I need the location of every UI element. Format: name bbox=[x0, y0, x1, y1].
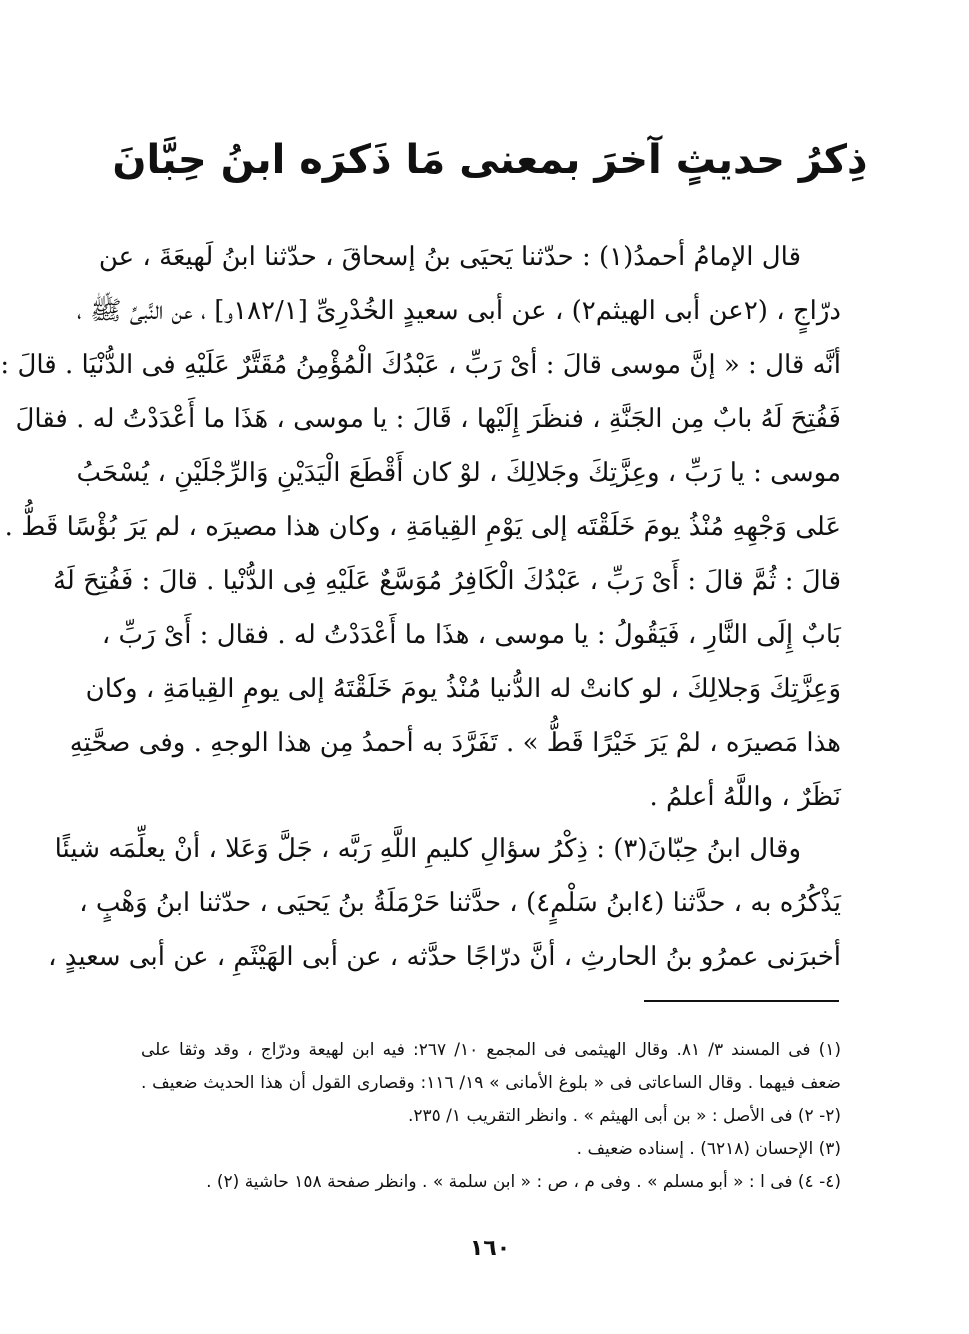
text-line: يَذْكُرُه به ، حدَّثنا (٤ابنُ سَلْمٍ٤) ، حدَّثنا حَرْمَلَةُ بنُ يَحيَى ، حدّثنا ابنُ وَهْبٍ ، bbox=[79, 888, 841, 918]
text-line: وَعِزَّتِكَ وَجلالِكَ ، لو كانتْ له الدُّنيا مُنْذُ يومَ خَلَقْتَهُ إلى يومِ القِيامَةِ ، وكان bbox=[85, 674, 841, 704]
text-line: بَابٌ إِلَى النَّارِ ، فَيَقُولُ : يا موسى ، هذَا ما أَعْدَدْتُ له . فقال : أَىْ رَبِّ ، bbox=[101, 620, 841, 650]
text-line: أنَّه قال : « إنَّ موسى قالَ : أىْ رَبِّ ، عَبْدُكَ الْمُؤْمِنُ مُقَتَّرٌ عَلَيْهِ فى الدُّنْيَا . قالَ : bbox=[0, 350, 841, 380]
section-heading: ذِكرُ حديثٍ آخرَ بمعنى مَا ذَكرَه ابنُ حِبَّانَ bbox=[112, 137, 868, 183]
footnote-line: (٢- ٢) فى الأصل : « بن أبى الهيثم » . وانظر التقريب ١/ ٢٣٥. bbox=[407, 1106, 841, 1126]
paragraph-1 bbox=[0, 230, 841, 824]
text-line: موسى : يا رَبِّ ، وعِزَّتِكَ وجَلالِكَ ، لوْ كان أَقْطَعَ الْيَدَيْنِ وَالرِّجْلَيْنِ ، يُسْحَبُ bbox=[76, 458, 841, 488]
footnote-line: (٤- ٤) فى ا : « أبو مسلم » . وفى م ، ص : « ابن سلمة » . وانظر صفحة ١٥٨ حاشية (٢) . bbox=[206, 1172, 841, 1192]
footnote-line: (١) فى المسند ٣/ ٨١. وقال الهيثمى فى المجمع ١٠/ ٢٦٧: فيه ابن لهيعة ودرّاج ، وقد وثقا على bbox=[141, 1040, 842, 1060]
text-line: أخبرَنى عمرُو بنُ الحارثِ ، أنَّ درّاجًا حدَّثه ، عن أبى الهَيْثَمِ ، عن أبى سعيدٍ ، bbox=[48, 942, 841, 972]
paragraph-2 bbox=[48, 822, 841, 984]
text-line: فَفُتِحَ لَهُ بابٌ مِن الجَنَّةِ ، فنظَرَ إِلَيْها ، قَالَ : يا موسى ، هَذَا ما أَعْدَدْتُ له . فقالَ bbox=[15, 404, 841, 434]
text-line: هذا مَصيرَه ، لمْ يَرَ خَيْرًا قَطُّ » . تَفَرَّدَ به أحمدُ مِن هذا الوجهِ . وفى صحَّتِهِ bbox=[69, 728, 841, 758]
page-number: ١٦٠ bbox=[469, 1236, 511, 1261]
footnote-separator bbox=[644, 1000, 839, 1002]
footnotes bbox=[141, 1034, 841, 1199]
footnote-line: (٣) الإحسان (٦٢١٨) . إسناده ضعيف . bbox=[576, 1139, 841, 1159]
text-line: درّاجٍ ، (٢عن أبى الهيثم٢) ، عن أبى سعيدٍ الخُدْرِىِّ [١٨٢/١و] ، عن النَّبىِّ ﷺ ، bbox=[76, 296, 841, 326]
text-line: عَلى وَجْهِهِ مُنْذُ يومَ خَلَقْتَه إلى يَوْمِ القِيامَةِ ، وكان هذا مصيرَه ، لم يَرَ بُؤْسًا قَطُّ . bbox=[4, 512, 841, 542]
text-line: قالَ : ثُمَّ قالَ : أَىْ رَبِّ ، عَبْدُكَ الْكَافِرُ مُوَسَّعٌ عَلَيْهِ فِى الدُّنْيا . قالَ : فَفُتِحَ لَهُ bbox=[52, 566, 841, 596]
footnote-line: ضعف فيهما . وقال الساعاتى فى « بلوغ الأمانى » ١٩/ ١١٦: وقصارى القول أن هذا الحديث ضعيف . bbox=[141, 1073, 841, 1093]
text-line: وقال ابنُ حِبّانَ(٣) : ذِكْرُ سؤالِ كليمِ اللَّهِ رَبَّه ، جَلَّ وَعَلا ، أنْ يعلِّمَه شيئًا bbox=[54, 834, 801, 864]
text-line: قال الإمامُ أحمدُ(١) : حدّثنا يَحيَى بنُ إسحاقَ ، حدّثنا ابنُ لَهيعَةَ ، عن bbox=[98, 242, 801, 272]
text-line: نَظَرٌ ، واللَّهُ أعلمُ . bbox=[649, 782, 841, 812]
